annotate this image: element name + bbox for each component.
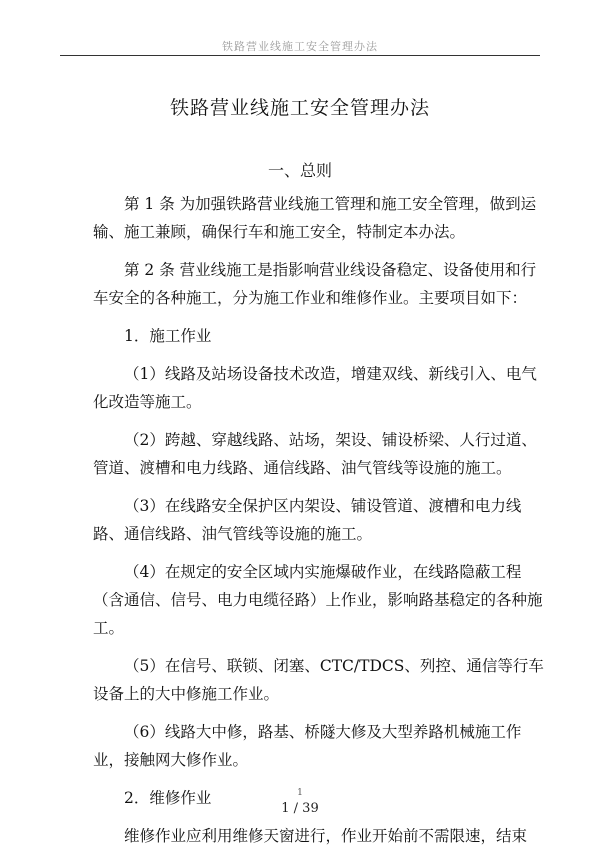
header-divider — [60, 55, 540, 56]
list-item: （2）跨越、穿越线路、站场，架设、铺设桥梁、人行过道、管道、渡槽和电力线路、通信线路、油气管线等设施的施工。 — [93, 431, 537, 477]
maintenance-paragraph: 维修作业应利用维修天窗进行，作业开始前不需限速，结束 — [124, 827, 528, 845]
subheading-construction-work: 1．施工作业 — [124, 327, 212, 345]
list-item: （6）线路大中修，路基、桥隧大修及大型养路机械施工作业，接触网大修作业。 — [93, 723, 522, 769]
body-text — [93, 190, 548, 860]
document-title: 铁路营业线施工安全管理办法 — [169, 97, 430, 119]
subheading-maintenance-work: 2．维修作业 — [124, 789, 212, 807]
article-1-paragraph: 第 1 条 为加强铁路营业线施工管理和施工安全管理，做到运输、施工兼顾，确保行车和施工安全，特制定本办法。 — [93, 195, 537, 241]
page-number: 1 / 39 — [281, 801, 319, 816]
running-header: 铁路营业线施工安全管理办法 — [222, 40, 378, 53]
list-item: （1）线路及站场设备技术改造，增建双线、新线引入、电气化改造等施工。 — [93, 365, 537, 411]
section-heading: 一、总则 — [267, 161, 332, 180]
list-item: （5）在信号、联锁、闭塞、CTC/TDCS、列控、通信等行车设备上的大中修施工作业。 — [93, 657, 544, 703]
footer-mark: 1 — [297, 788, 303, 798]
list-item: （3）在线路安全保护区内架设、铺设管道、渡槽和电力线路、通信线路、油气管线等设施的施工。 — [93, 497, 522, 543]
list-item: （4）在规定的安全区域内实施爆破作业，在线路隐蔽工程（含通信、信号、电力电缆径路）上作业，影响路基稳定的各种施工。 — [93, 563, 543, 637]
article-2-paragraph: 第 2 条 营业线施工是指影响营业线设备稳定、设备使用和行车安全的各种施工，分为施工作业和维修作业。主要项目如下： — [93, 261, 537, 307]
